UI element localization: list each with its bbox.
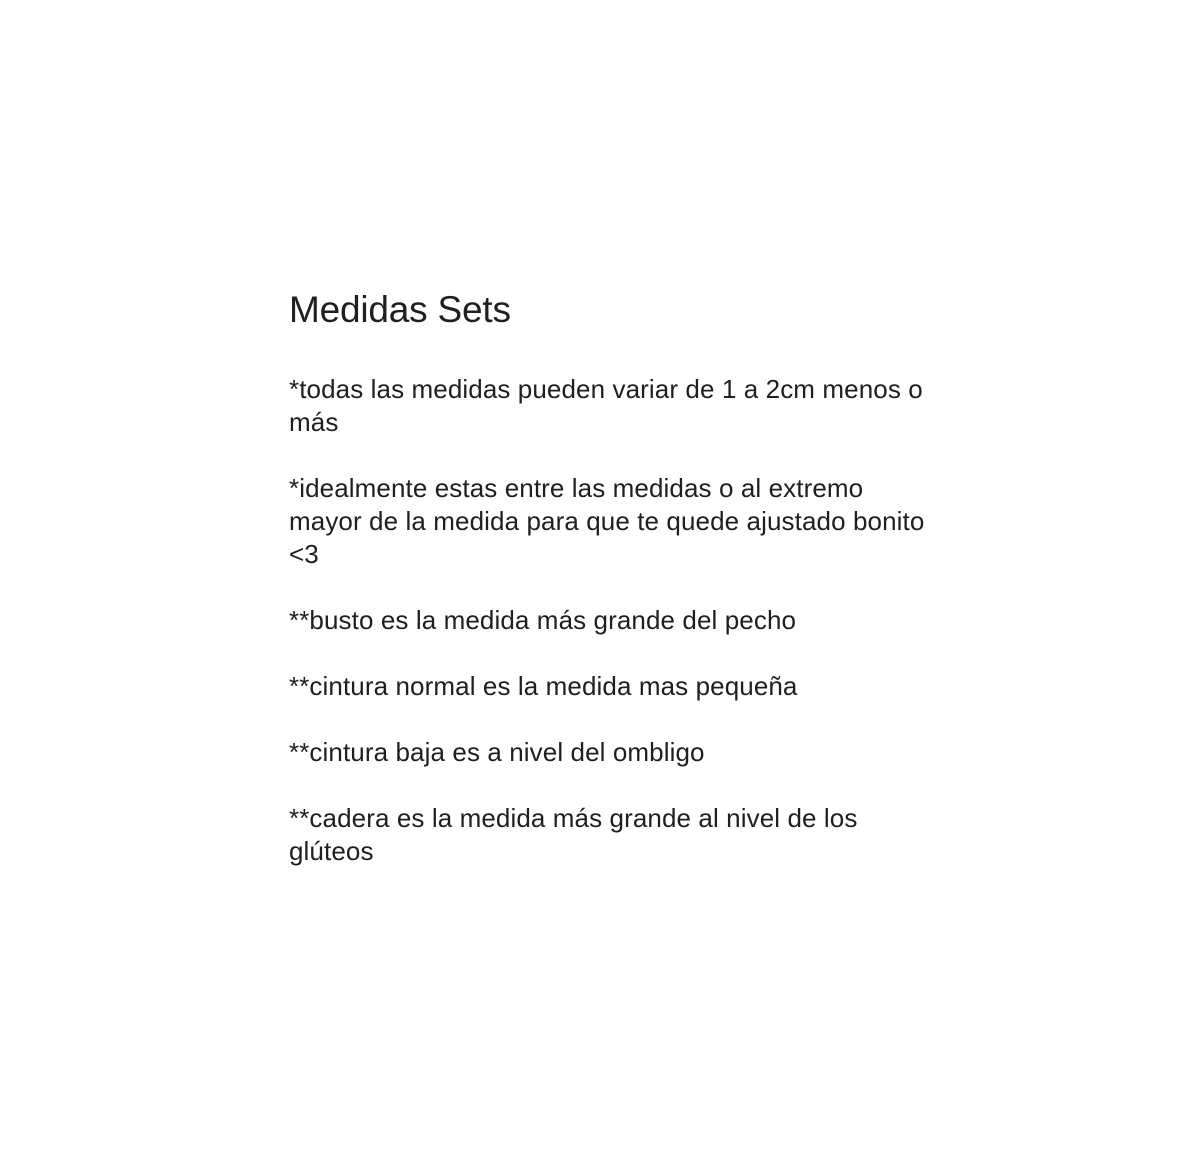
note-low-waist: **cintura baja es a nivel del ombligo — [289, 737, 705, 767]
note-measurement-variance: *todas las medidas pueden variar de 1 a 2cm menos o más — [289, 374, 923, 437]
document-body — [289, 288, 929, 868]
note-natural-waist: **cintura normal es la medida mas pequeña — [289, 671, 798, 701]
note-hip: **cadera es la medida más grande al nivel de los glúteos — [289, 803, 858, 866]
document-title: Medidas Sets — [289, 289, 511, 330]
note-bust: **busto es la medida más grande del pecho — [289, 605, 797, 635]
note-ideal-fit: *idealmente estas entre las medidas o al extremo mayor de la medida para que te quede ajustado bonito <3 — [289, 473, 925, 569]
